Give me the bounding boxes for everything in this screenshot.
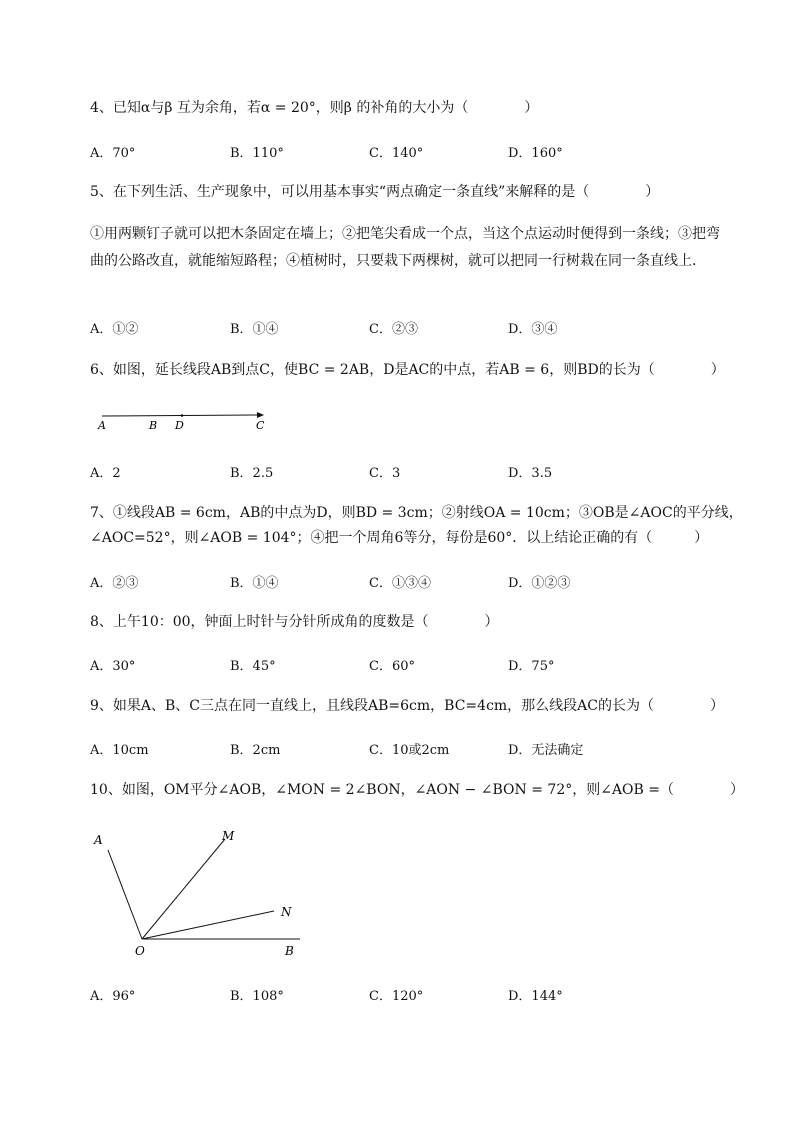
option-d[interactable]: D．75° — [508, 659, 555, 674]
option-b[interactable]: B．①④ — [230, 322, 279, 337]
option-c[interactable]: C．3 — [369, 466, 401, 481]
question-5-options — [90, 318, 710, 338]
option-a[interactable]: A．10cm — [90, 743, 149, 758]
label-o: O — [135, 944, 145, 958]
label-c: C — [256, 419, 265, 432]
label-b: B — [285, 944, 294, 958]
option-b[interactable]: B．45° — [230, 659, 276, 674]
option-a[interactable]: A．70° — [90, 146, 136, 161]
option-d[interactable]: D．③④ — [508, 322, 558, 337]
option-c[interactable]: C．60° — [369, 659, 415, 674]
option-c[interactable]: C．10或2cm — [369, 743, 450, 758]
label-d: D — [175, 419, 184, 432]
option-a[interactable]: A．96° — [90, 989, 136, 1004]
option-b[interactable]: B．①④ — [230, 576, 279, 591]
option-c[interactable]: C．②③ — [369, 322, 418, 337]
option-b[interactable]: B．2cm — [230, 743, 281, 758]
angle-figure — [88, 822, 310, 962]
option-a[interactable]: A．①② — [90, 322, 139, 337]
option-a[interactable]: A．30° — [90, 659, 136, 674]
option-b[interactable]: B．110° — [230, 146, 284, 161]
label-b: B — [149, 419, 158, 432]
question-5-body: ①用两颗钉子就可以把木条固定在墙上；②把笔尖看成一个点，当这个点运动时便得到一条线；③把弯曲的公路改直，就能缩短路程；④植树时，只要栽下两棵树，就可以把同一行树栽在同一条直线上． — [90, 226, 720, 269]
question-4-stem: 4、已知α与β 互为余角，若α = 20°，则β 的补角的大小为（ ） — [90, 100, 539, 116]
question-7-stem: 7、①线段AB = 6cm，AB的中点为D，则BD = 3cm；②射线OA = 10cm；③OB是∠AOC的平分线， — [90, 505, 743, 521]
option-c[interactable]: C．①③④ — [369, 576, 431, 591]
option-d[interactable]: D．无法确定 — [508, 743, 584, 758]
point-d-dot — [181, 414, 184, 417]
question-10-stem: 10、如图，OM平分∠AOB，∠MON = 2∠BON，∠AON − ∠BON = 72°，则∠AOB =（ ） — [90, 782, 745, 798]
ray-oa — [108, 850, 142, 939]
option-a[interactable]: A．2 — [90, 466, 121, 481]
label-a: A — [98, 419, 106, 432]
option-c[interactable]: C．120° — [369, 989, 424, 1004]
option-b[interactable]: B．2.5 — [230, 466, 274, 481]
question-7-stem-line2: ∠AOC=52°，则∠AOB = 104°；④把一个周角6等分，每份是60°．以上结论正确的有（ ） — [90, 530, 709, 546]
question-6-stem: 6、如图，延长线段AB到点C，使BC = 2AB，D是AC的中点，若AB = 6，则BD的长为（ ） — [90, 362, 725, 378]
question-8-options — [90, 655, 710, 675]
question-6-options — [90, 462, 710, 482]
option-d[interactable]: D．160° — [508, 146, 563, 161]
question-10-options — [90, 985, 710, 1005]
option-b[interactable]: B．108° — [230, 989, 284, 1004]
label-a: A — [94, 833, 103, 847]
segment-figure — [90, 404, 290, 440]
question-9-options — [90, 739, 710, 759]
label-n: N — [281, 905, 292, 919]
option-d[interactable]: D．144° — [508, 989, 563, 1004]
question-5-stem: 5、在下列生活、生产现象中，可以用基本事实“两点确定一条直线”来解释的是（ ） — [90, 184, 660, 200]
label-m: M — [222, 829, 235, 843]
option-d[interactable]: D．①②③ — [508, 576, 571, 591]
option-a[interactable]: A．②③ — [90, 576, 139, 591]
option-c[interactable]: C．140° — [369, 146, 424, 161]
question-4-options — [90, 142, 710, 162]
option-d[interactable]: D．3.5 — [508, 466, 553, 481]
question-9-stem: 9、如果A、B、C三点在同一直线上，且线段AB=6cm，BC=4cm，那么线段AC的长为（ ） — [90, 698, 725, 714]
question-7-options — [90, 572, 710, 592]
arrow-head-icon — [257, 412, 264, 418]
question-8-stem: 8、上午10：00，钟面上时针与分针所成角的度数是（ ） — [90, 614, 499, 630]
